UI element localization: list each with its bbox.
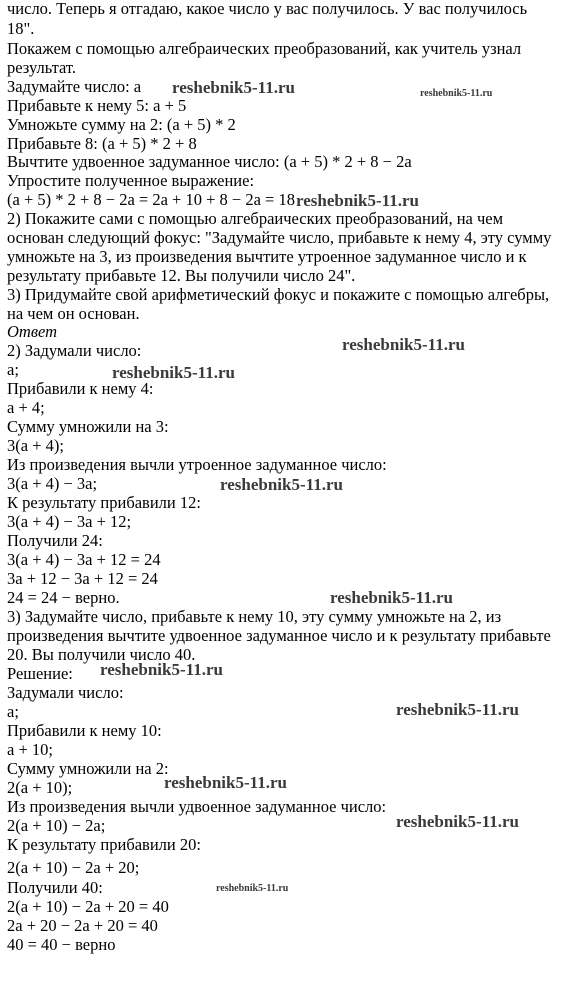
text-line: a + 4; [7,398,45,417]
text-line: a; [7,702,19,721]
watermark: reshebnik5-11.ru [396,812,519,831]
watermark: reshebnik5-11.ru [172,78,295,97]
text-line: 24 = 24 − верно. [7,588,120,607]
text-line: Прибавьте 8: (а + 5) * 2 + 8 [7,134,197,153]
text-line: 18". [7,19,35,38]
text-line: Покажем с помощью алгебраических преобразований, как учитель узнал [7,39,522,58]
text-line: Сумму умножили на 3: [7,417,169,436]
text-line: a; [7,360,19,379]
answer-heading: Ответ [7,322,58,341]
text-line: результат. [7,58,77,77]
text-line: Решение: [7,664,73,683]
text-line: a + 10; [7,740,53,759]
text-line: Упростите полученное выражение: [7,171,255,190]
text-line: Получили 24: [7,531,103,550]
text-line: 3) Придумайте свой арифметический фокус и покажите с помощью алгебры, [7,285,550,304]
watermark: reshebnik5-11.ru [296,191,419,210]
text-line: 20. Вы получили число 40. [7,645,196,664]
watermark: reshebnik5-11.ru [220,475,343,494]
text-line: основан следующий фокус: "Задумайте число, прибавьте к нему 4, эту сумму [7,228,552,247]
text-line: результату прибавьте 12. Вы получили число 24". [7,266,356,285]
text-line: произведения вычтите удвоенное задуманное число и к результату прибавьте [7,626,551,645]
text-line: 2) Покажите сами с помощью алгебраических преобразований, на чем [7,209,504,228]
watermark: reshebnik5-11.ru [396,700,519,719]
text-line: Вычтите удвоенное задуманное число: (а + 5) * 2 + 8 − 2а [7,152,412,171]
text-line: 2(a + 10) − 2a + 20 = 40 [7,897,169,916]
text-line: (а + 5) * 2 + 8 − 2а = 2а + 10 + 8 − 2а = 18 [7,190,295,209]
watermark: reshebnik5-11.ru [330,588,453,607]
text-line: число. Теперь я отгадаю, какое число у вас получилось. У вас получилось [7,0,528,18]
text-line: на чем он основан. [7,304,140,323]
text-line: К результату прибавили 20: [7,835,201,854]
watermark: reshebnik5-11.ru [112,363,235,382]
text-line: Из произведения вычли удвоенное задуманное число: [7,797,387,816]
text-line: Прибавьте к нему 5: а + 5 [7,96,187,115]
text-line: 3a + 12 − 3a + 12 = 24 [7,569,158,588]
text-line: 3) Задумайте число, прибавьте к нему 10, эту сумму умножьте на 2, из [7,607,502,626]
text-line: 3(a + 4) − 3a; [7,474,98,493]
text-line: умножьте на 3, из произведения вычтите утроенное задуманное число и к [7,247,527,266]
text-line: 3(a + 4) − 3a + 12; [7,512,132,531]
text-line: Задумайте число: а [7,77,142,96]
text-line: Прибавили к нему 10: [7,721,162,740]
text-line: К результату прибавили 12: [7,493,201,512]
text-line: Прибавили к нему 4: [7,379,154,398]
text-line: Сумму умножили на 2: [7,759,169,778]
text-line: Получили 40: [7,878,103,897]
text-line: Из произведения вычли утроенное задуманное число: [7,455,387,474]
text-line: 3(a + 4) − 3a + 12 = 24 [7,550,161,569]
text-line: 2a + 20 − 2a + 20 = 40 [7,916,158,935]
text-line: 40 = 40 − верно [7,935,116,954]
text-line: 3(a + 4); [7,436,64,455]
watermark: reshebnik5-11.ru [164,773,287,792]
text-line: 2(a + 10); [7,778,73,797]
watermark: reshebnik5-11.ru [420,88,493,99]
watermark: reshebnik5-11.ru [342,335,465,354]
text-line: 2(a + 10) − 2a + 20; [7,858,140,877]
text-line: Задумали число: [7,683,124,702]
watermark: reshebnik5-11.ru [216,883,289,894]
watermark: reshebnik5-11.ru [100,660,223,679]
text-line: 2) Задумали число: [7,341,142,360]
text-line: Умножьте сумму на 2: (а + 5) * 2 [7,115,236,134]
text-line: 2(a + 10) − 2a; [7,816,106,835]
